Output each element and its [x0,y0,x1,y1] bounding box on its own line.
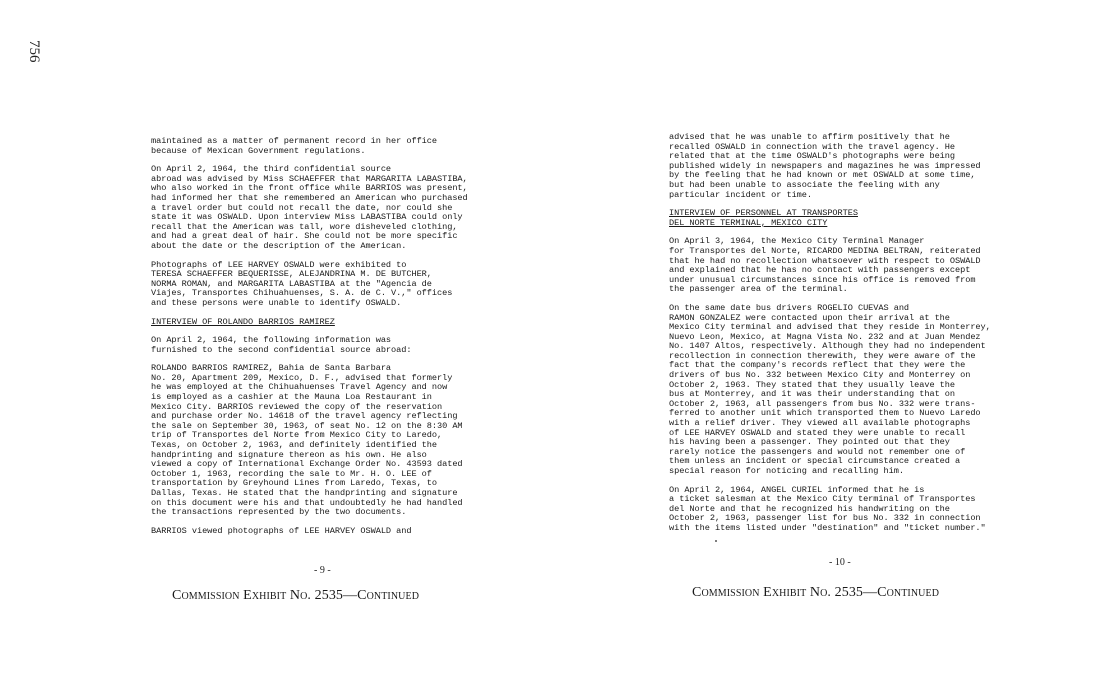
paragraph: On the same date bus drivers ROGELIO CUEVAS and RAMON GONZALEZ were contacted upon their arrival at the Mexico City terminal and advised that they reside in Monterrey, Nuevo Leon, Mexico, at Magna Vista No. 232 and at Juan Mendez No. 1407 Altos, respectively. Although they had no independent recollection in connection therewith, they were aware of the fact that the company's records reflect that they were the drivers of bus No. 332 between Mexico City and Monterrey on October 2, 1963. They stated that they usually leave the bus at Monterrey, and it was their understanding that on October 2, 1963, all passengers from bus No. 332 were trans- ferred to another unit which transported them to Nuevo Laredo with a relief driver. They viewed all available photographs of LEE HARVEY OSWALD and stated they were unable to recall his having been a passenger. They pointed out that they rarely notice the passengers and would not remember one of them unless an incident or special circumstance created a special reason for noticing and recalling him. [669,302,991,476]
paragraph: ROLANDO BARRIOS RAMIREZ, Bahia de Santa Barbara No. 20, Apartment 209, Mexico, D. F., advised that formerly he was employed at the Chihuahuenses Travel Agency and now is employed as a cashier at the Mauna Loa Restaurant in Mexico City. BARRIOS reviewed the copy of the reservation and purchase order No. 14618 of the travel agency reflecting the sale on September 30, 1963, of seat No. 12 on the 8:30 AM trip of Transportes del Norte from Mexico City to Laredo, Texas, on October 2, 1963, and definitely identified the handprinting and signature thereon as his own. He also viewed a copy of International Exchange Order No. 43593 dated October 1, 1963, recording the sale to Mr. H. O. LEE of transportation by Greyhound Lines from Laredo, Texas, to Dallas, Texas. He stated that the handprinting and signature on this document were his and that undoubtedly he had handled the transactions represented by the two documents. [151,363,463,518]
section-heading: INTERVIEW OF PERSONNEL AT TRANSPORTES DEL NORTE TERMINAL, MEXICO CITY [669,208,858,228]
exhibit-caption: Commission Exhibit No. 2535—Continued [172,588,420,603]
page-number: - 10 - [829,557,851,568]
exhibit-caption: Commission Exhibit No. 2535—Continued [692,585,940,600]
paragraph: BARRIOS viewed photographs of LEE HARVEY OSWALD and [151,525,412,536]
paragraph: Photographs of LEE HARVEY OSWALD were exhibited to TERESA SCHAEFFER BEQUERISSE, ALEJANDRINA M. DE BUTCHER, NORMA ROMAN, and MARGARITA LABASTIBA at the "Agencia de Viajes, Transportes Chihuahuenses, S. A. de C. V.," offices and these persons were unable to identify OSWALD. [151,259,453,308]
paragraph: advised that he was unable to affirm positively that he recalled OSWALD in connection with the travel agency. He related that at the time OSWALD's photographs were being published widely in newspapers and magazines he was impressed by the feeling that he had known or met OSWALD at some time, but had been unable to associate the feeling with any particular incident or time. [669,132,981,200]
paragraph: On April 2, 1964, the third confidential source abroad was advised by Miss SCHAEFFER that MARGARITA LABASTIBA, who also worked in the front office while BARRIOS was present, had informed her that she remembered an American who purchased a travel order but could not recall the date, nor could she state it was OSWALD. Upon interview Miss LABASTIBA could only recall that the American was tall, wore disheveled clothing, and had a great deal of hair. She could not be more specific about the date or the description of the American. [151,164,468,251]
stray-mark [715,540,717,542]
section-heading: INTERVIEW OF ROLANDO BARRIOS RAMIREZ [151,316,335,327]
paragraph: On April 2, 1964, ANGEL CURIEL informed that he is a ticket salesman at the Mexico City terminal of Transportes del Norte and that he recognized his handwriting on the October 2, 1963, passenger list for bus No. 332 in connection with the items listed under "destination" and "ticket number." [669,484,986,533]
paragraph: maintained as a matter of permanent record in her office because of Mexican Government regulations. [151,136,437,156]
left-page-text [151,137,506,536]
right-page-text [669,133,1029,534]
paragraph: On April 3, 1964, the Mexico City Terminal Manager for Transportes del Norte, RICARDO MEDINA BELTRAN, reiterated that he had no recollection whatsoever with respect to OSWALD and explained that he has no contact with passengers except under unusual circumstances since his office is removed from the passenger area of the terminal. [669,236,981,295]
page-number: - 9 - [314,565,331,576]
margin-page-number: 756 [26,40,42,63]
paragraph: On April 2, 1964, the following information was furnished to the second confidential source abroad: [151,335,412,355]
